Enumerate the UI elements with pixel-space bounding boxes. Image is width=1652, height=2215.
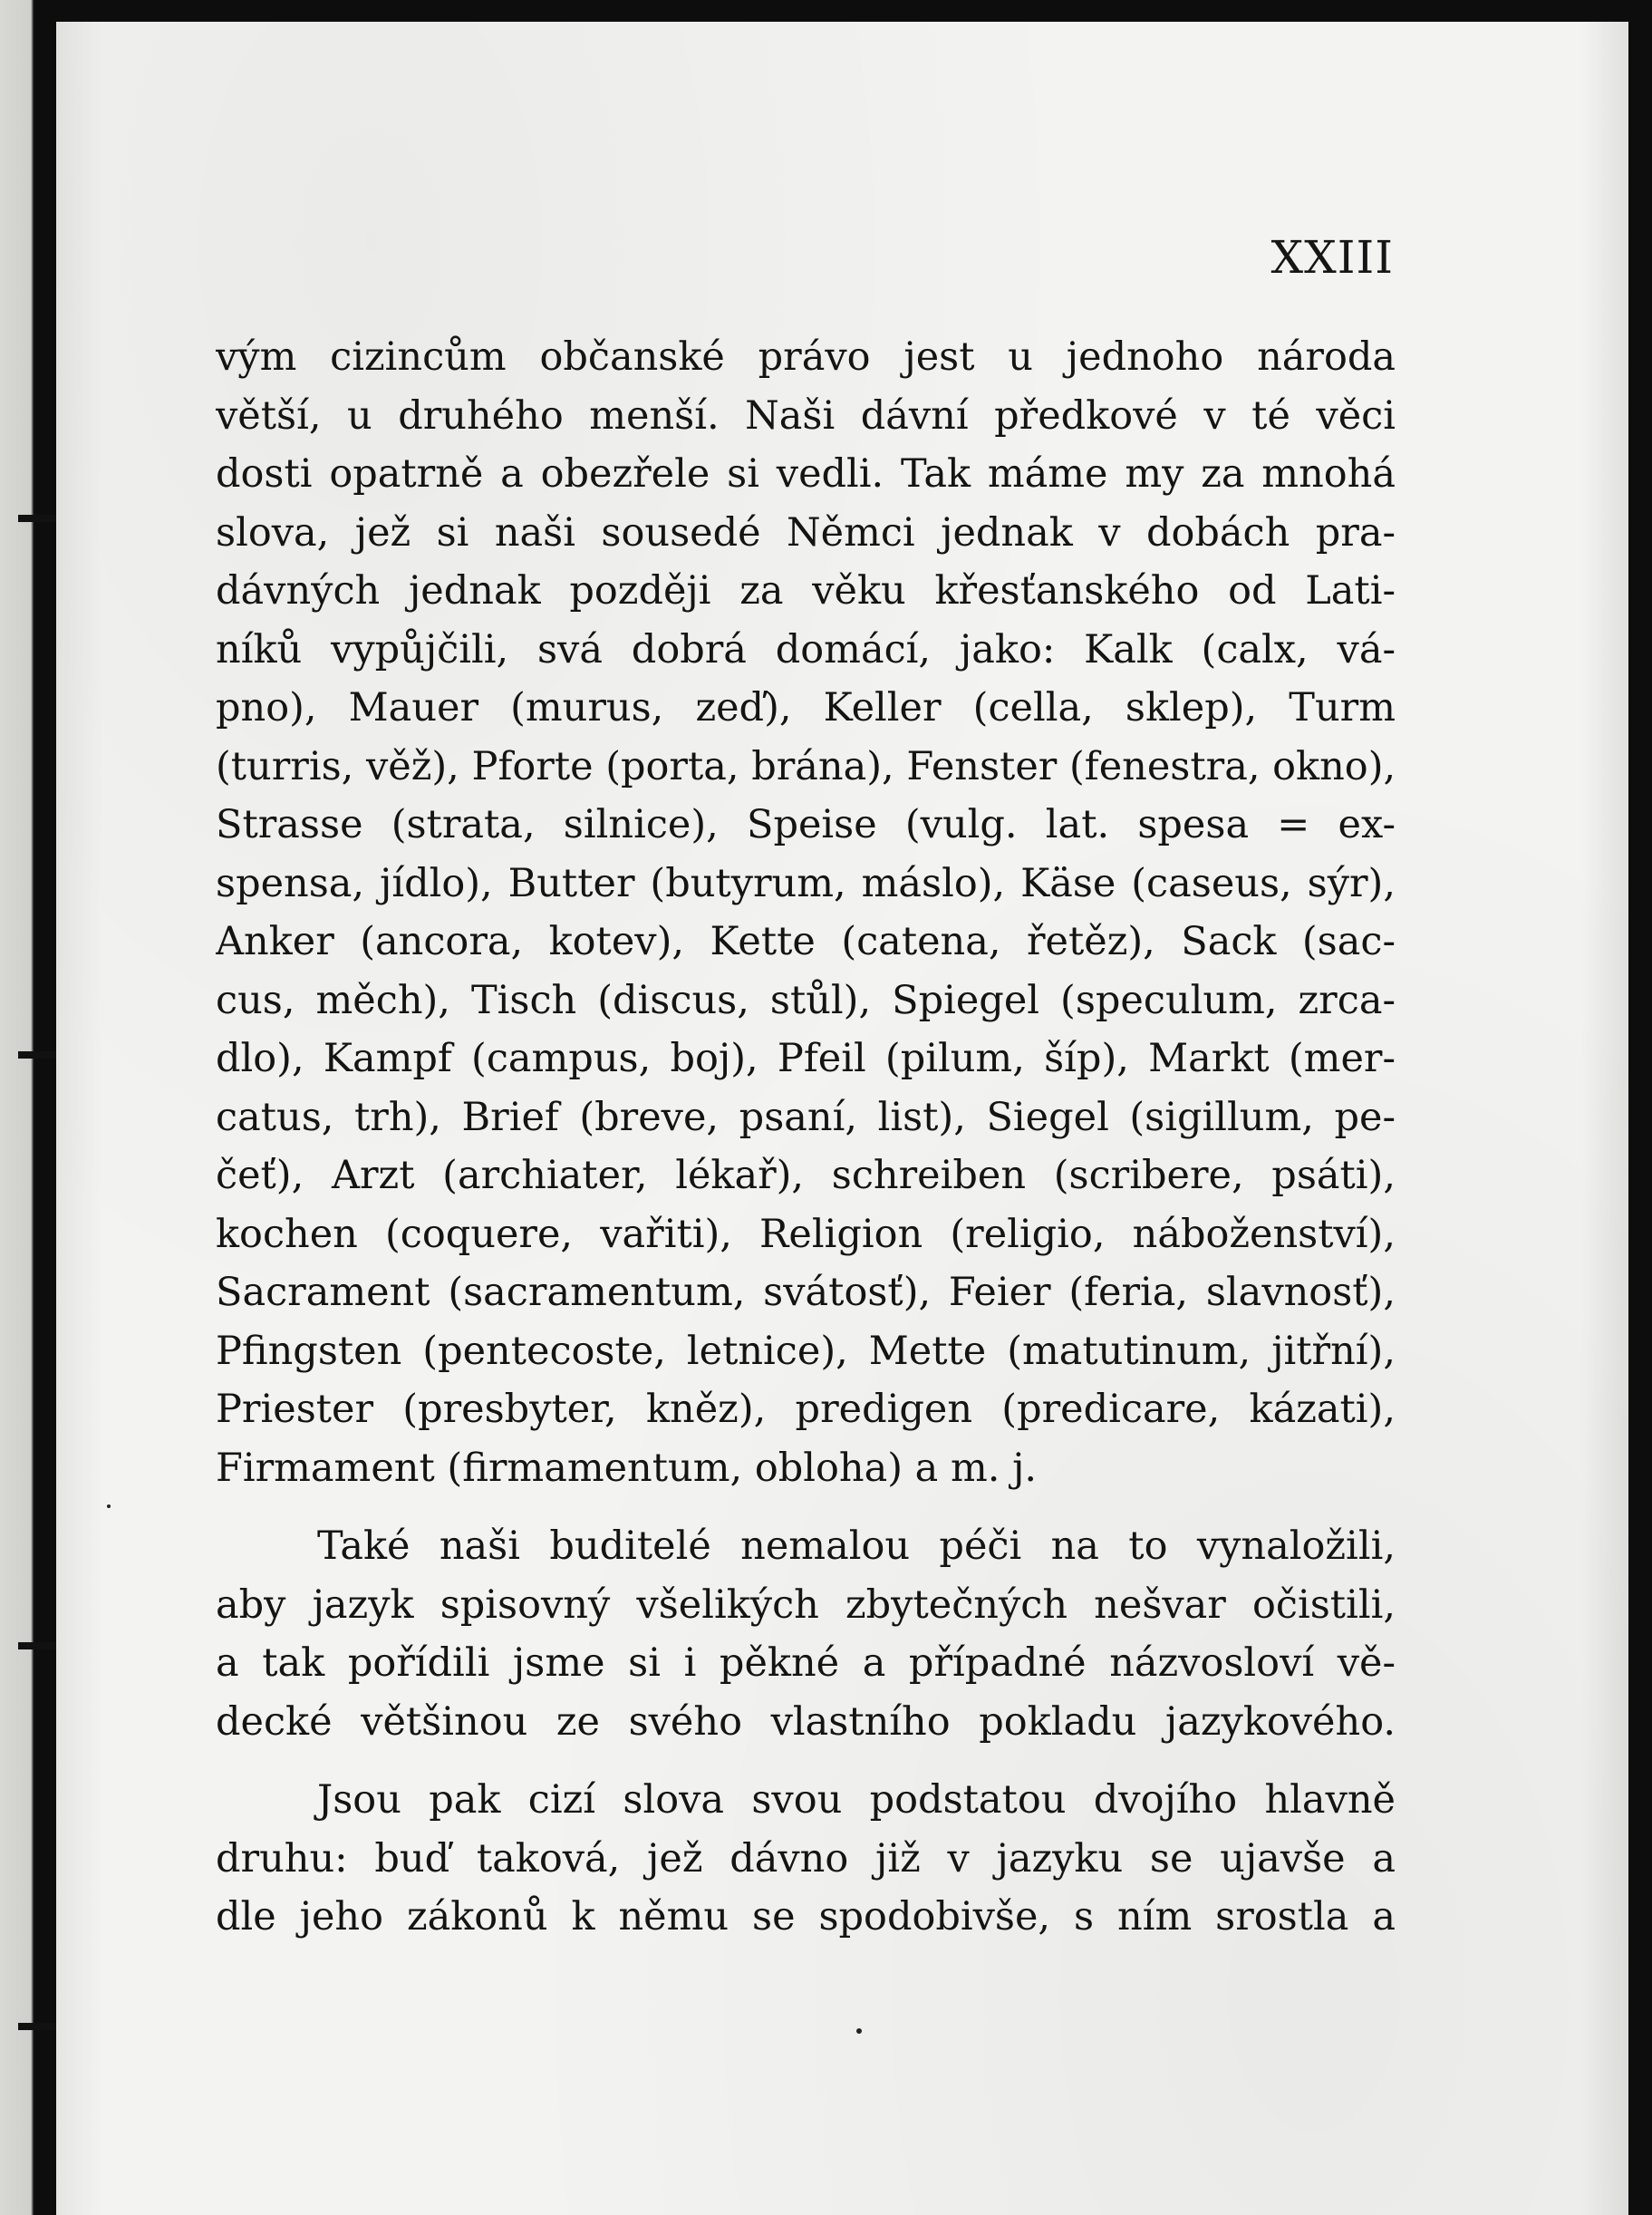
text-line: čeť), Arzt (archiater, lékař), schreiben (scribere, psáti), bbox=[216, 1153, 1396, 1198]
page-number: XXIII bbox=[1270, 231, 1394, 284]
gutter-mark bbox=[18, 1051, 58, 1059]
text-line: vým cizincům občanské právo jest u jednoho národa bbox=[216, 334, 1396, 380]
text-line: (turris, věž), Pforte (porta, brána), Fenster (fenestra, okno), bbox=[216, 743, 1396, 789]
gutter-mark bbox=[18, 2023, 58, 2030]
paragraph-gap bbox=[216, 1497, 1396, 1517]
text-line: Firmament (firmamentum, obloha) a m. j. bbox=[216, 1445, 1038, 1491]
text-line: dle jeho zákonů k němu se spodobivše, s ním srostla a bbox=[216, 1894, 1396, 1939]
text-line: Strasse (strata, silnice), Speise (vulg. lat. spesa = ex- bbox=[216, 802, 1396, 847]
text-line: dávných jednak později za věku křesťanského od Lati- bbox=[216, 568, 1396, 614]
ink-speck bbox=[856, 2028, 862, 2034]
text-line: cus, měch), Tisch (discus, stůl), Spiegel (speculum, zrca- bbox=[216, 977, 1396, 1023]
text-line: druhu: buď taková, jež dávno již v jazyku se ujavše a bbox=[216, 1835, 1396, 1881]
scan-right-edge bbox=[1628, 0, 1652, 2215]
text-line: dlo), Kampf (campus, boj), Pfeil (pilum, šíp), Markt (mer- bbox=[216, 1036, 1396, 1081]
text-line: Také naši buditelé nemalou péči na to vynaložili, bbox=[317, 1523, 1396, 1569]
gutter-mark bbox=[18, 1642, 58, 1649]
gutter-mark bbox=[18, 515, 58, 522]
text-line: slova, jež si naši sousedé Němci jednak v dobách pra- bbox=[216, 509, 1396, 556]
text-line: kochen (coquere, vařiti), Religion (religio, náboženství), bbox=[216, 1211, 1396, 1257]
ink-speck bbox=[107, 1504, 111, 1508]
text-line: spensa, jídlo), Butter (butyrum, máslo), Käse (caseus, sýr), bbox=[216, 860, 1396, 906]
text-line: větší, u druhého menší. Naši dávní předkové v té věci bbox=[216, 392, 1396, 439]
text-line: pno), Mauer (murus, zeď), Keller (cella, sklep), Turm bbox=[216, 685, 1396, 730]
text-line: Jsou pak cizí slova svou podstatou dvojího hlavně bbox=[317, 1777, 1396, 1823]
gutter-shadow bbox=[34, 0, 56, 2215]
text-line: dosti opatrně a obezřele si vedli. Tak máme my za mnohá bbox=[216, 451, 1396, 497]
body-text bbox=[216, 328, 1396, 1947]
text-line: decké většinou ze svého vlastního pokladu jazykového. bbox=[216, 1698, 1396, 1745]
text-line: Anker (ancora, kotev), Kette (catena, řetěz), Sack (sac- bbox=[216, 919, 1396, 964]
scan-top-edge bbox=[0, 0, 1652, 22]
text-line: catus, trh), Brief (breve, psaní, list), Siegel (sigillum, pe- bbox=[216, 1094, 1396, 1140]
paragraph-gap bbox=[216, 1751, 1396, 1771]
text-line: aby jazyk spisovný všelikých zbytečných nešvar očistili, bbox=[216, 1581, 1396, 1628]
text-line: a tak pořídili jsme si i pěkné a případné názvosloví vě- bbox=[216, 1640, 1396, 1686]
text-line: Pfingsten (pentecoste, letnice), Mette (matutinum, jitřní), bbox=[216, 1328, 1396, 1374]
text-line: níků vypůjčili, svá dobrá domácí, jako: Kalk (calx, vá- bbox=[216, 626, 1396, 672]
text-line: Priester (presbyter, kněz), predigen (predicare, kázati), bbox=[216, 1387, 1396, 1432]
text-line: Sacrament (sacramentum, svátosť), Feier (feria, slavnosť), bbox=[216, 1270, 1396, 1315]
